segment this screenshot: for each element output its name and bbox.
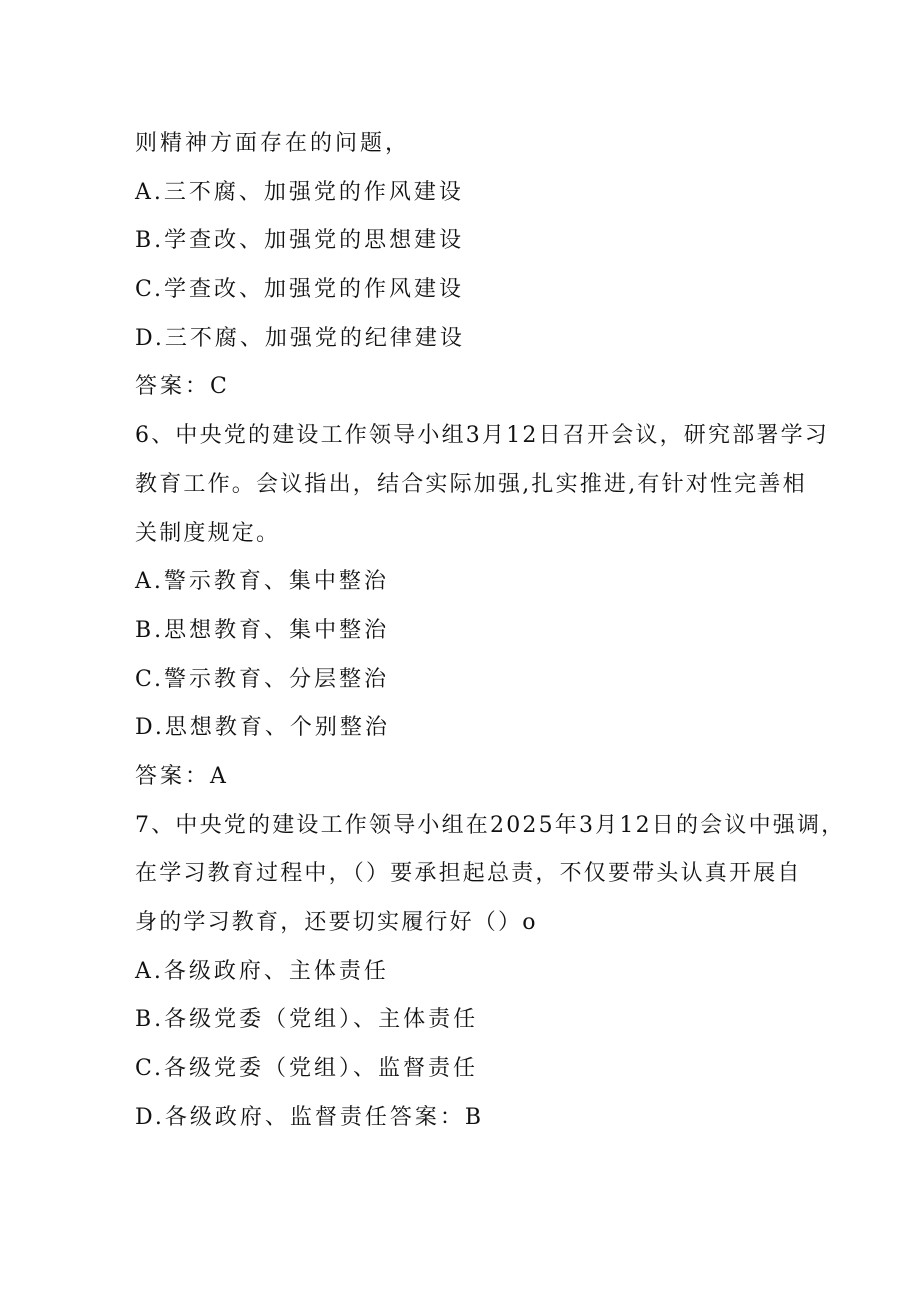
text-line: 则精神方面存在的问题， (135, 131, 411, 156)
option-a: A.三不腐、加强党的作风建设 (135, 179, 464, 205)
option-c: C.警示教育、分层整治 (135, 666, 390, 692)
option-a: A.各级政府、主体责任 (135, 958, 389, 984)
question-6-line-2: 教育工作。会议指出，结合实际加强,扎实推进,有针对性完善相 (135, 471, 807, 497)
option-d: D.三不腐、加强党的纪律建设 (135, 325, 465, 351)
question-6-line-3: 关制度规定。 (135, 520, 281, 546)
option-d-with-answer: D.各级政府、监督责任答案：B (135, 1104, 485, 1130)
option-c: C.学查改、加强党的作风建设 (135, 277, 465, 303)
option-c: C.各级党委（党组）、监督责任 (135, 1056, 479, 1082)
question-7-line-1: 7、中央党的建设工作领导小组在2025年3月12日的会议中强调， (135, 812, 846, 838)
document-body (135, 120, 846, 1142)
option-a: A.警示教育、集中整治 (135, 569, 389, 595)
question-6-line-1: 6、中央党的建设工作领导小组3月12日召开会议，研究部署学习 (135, 423, 829, 449)
option-b: B.各级党委（党组）、主体责任 (135, 1007, 479, 1033)
option-b: B.思想教育、集中整治 (135, 617, 390, 643)
answer-line: 答案：A (135, 763, 229, 789)
option-b: B.学查改、加强党的思想建设 (135, 228, 465, 254)
option-d: D.思想教育、个别整治 (135, 715, 390, 741)
answer-line: 答案：C (135, 374, 230, 400)
question-7-line-3: 身的学习教育，还要切实履行好（）o (135, 910, 538, 935)
question-7-line-2: 在学习教育过程中，（）要承担起总责，不仅要带头认真开展自 (135, 861, 802, 887)
